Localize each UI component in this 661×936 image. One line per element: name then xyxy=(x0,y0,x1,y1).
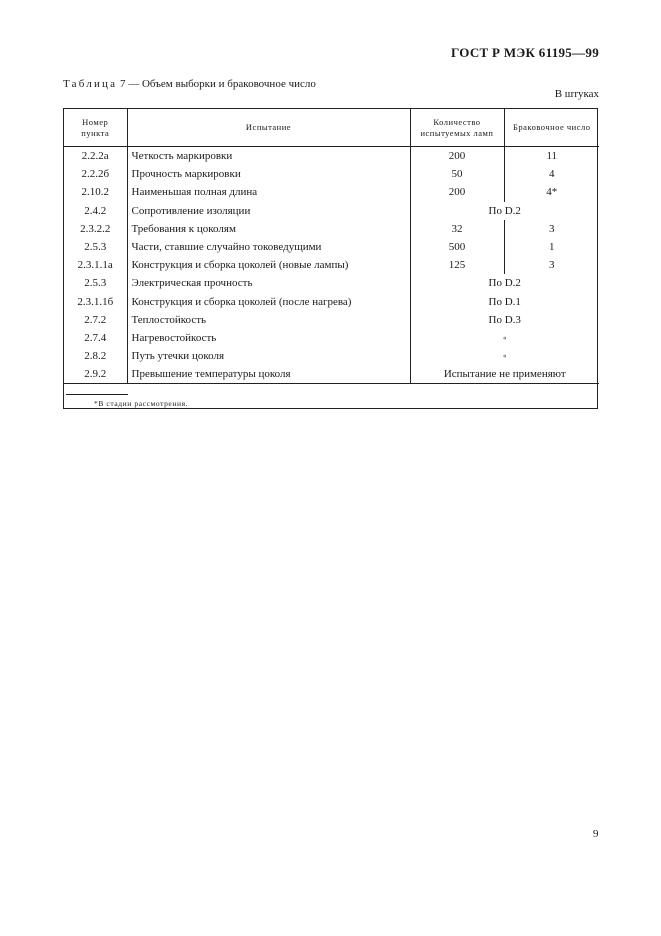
row-quantity: 125 xyxy=(410,256,504,274)
row-test: Требования к цоколям xyxy=(127,220,410,238)
row-rejection: 3 xyxy=(504,220,599,238)
footnote-rule xyxy=(66,394,128,395)
row-test: Путь утечки цоколя xyxy=(127,347,410,365)
row-ditto-mark: « xyxy=(410,347,599,365)
table-header-row xyxy=(64,109,599,147)
data-table xyxy=(64,109,599,384)
row-merged-value: По D.1 xyxy=(410,293,599,311)
row-test: Теплостойкость xyxy=(127,311,410,329)
row-rejection: 3 xyxy=(504,256,599,274)
row-quantity: 50 xyxy=(410,165,504,183)
row-rejection: 4* xyxy=(504,183,599,201)
row-number: 2.3.2.2 xyxy=(80,222,111,235)
row-test: Наименьшая полная длина xyxy=(127,183,410,201)
row-number: 2.7.2 xyxy=(84,313,107,326)
table-caption xyxy=(63,78,316,90)
row-quantity: 500 xyxy=(410,238,504,256)
column-header-rejection: Браковочное число xyxy=(504,109,599,147)
row-test: Сопротивление изоляции xyxy=(127,202,410,220)
row-test: Прочность маркировки xyxy=(127,165,410,183)
row-number: 2.3.1.1б xyxy=(77,295,114,308)
table-row xyxy=(64,365,599,384)
table-row xyxy=(64,293,599,311)
row-test: Превышение температуры цоколя xyxy=(127,365,410,384)
row-rejection: 11 xyxy=(504,147,599,166)
table-row xyxy=(64,347,599,365)
row-number: 2.2.2б xyxy=(81,168,110,181)
column-header-number: Номер пункта xyxy=(64,109,127,147)
row-number: 2.5.3 xyxy=(84,277,107,290)
row-merged-value: По D.2 xyxy=(410,202,599,220)
units-label: В штуках xyxy=(554,88,599,100)
table-row xyxy=(64,238,599,256)
row-number: 2.10.2 xyxy=(81,186,109,199)
row-number: 2.9.2 xyxy=(64,365,127,384)
row-rejection: 1 xyxy=(504,238,599,256)
table-caption-prefix: Таблица xyxy=(63,78,118,90)
row-test: Конструкция и сборка цоколей (после нагрева) xyxy=(127,293,410,311)
row-merged-value: По D.2 xyxy=(410,274,599,292)
footnote: *В стадии рассмотрения. xyxy=(94,399,189,408)
row-quantity: 200 xyxy=(410,147,504,166)
table-row xyxy=(64,274,599,292)
document-header: ГОСТ Р МЭК 61195—99 xyxy=(451,45,599,60)
table-row xyxy=(64,311,599,329)
table-row xyxy=(64,147,599,166)
row-test: Четкость маркировки xyxy=(127,147,410,166)
row-test: Конструкция и сборка цоколей (новые лампы) xyxy=(127,256,410,274)
table-row xyxy=(64,220,599,238)
row-test: Части, ставшие случайно токоведущими xyxy=(127,238,410,256)
row-number: 2.7.4 xyxy=(84,331,107,344)
row-ditto-mark: « xyxy=(410,329,599,347)
row-quantity: 32 xyxy=(410,220,504,238)
row-quantity: 200 xyxy=(410,183,504,201)
row-number: 2.3.1.1а xyxy=(77,259,113,272)
table-row xyxy=(64,165,599,183)
row-test: Нагревостойкость xyxy=(127,329,410,347)
page-number: 9 xyxy=(593,828,599,840)
table-row xyxy=(64,256,599,274)
row-number: 2.5.3 xyxy=(84,241,107,254)
sample-size-table xyxy=(63,108,598,409)
row-merged-value: По D.3 xyxy=(410,311,599,329)
row-test: Электрическая прочность xyxy=(127,274,410,292)
table-caption-text: 7 — Объем выборки и браковочное число xyxy=(117,78,316,90)
table-row xyxy=(64,329,599,347)
row-number: 2.8.2 xyxy=(84,350,107,363)
table-row xyxy=(64,202,599,220)
row-number: 2.2.2а xyxy=(81,150,109,163)
table-row xyxy=(64,183,599,201)
row-number: 2.4.2 xyxy=(84,204,107,217)
row-merged-value: Испытание не применяют xyxy=(410,365,599,384)
column-header-quantity: Количество испытуемых ламп xyxy=(410,109,504,147)
row-rejection: 4 xyxy=(504,165,599,183)
column-header-test: Испытание xyxy=(127,109,410,147)
